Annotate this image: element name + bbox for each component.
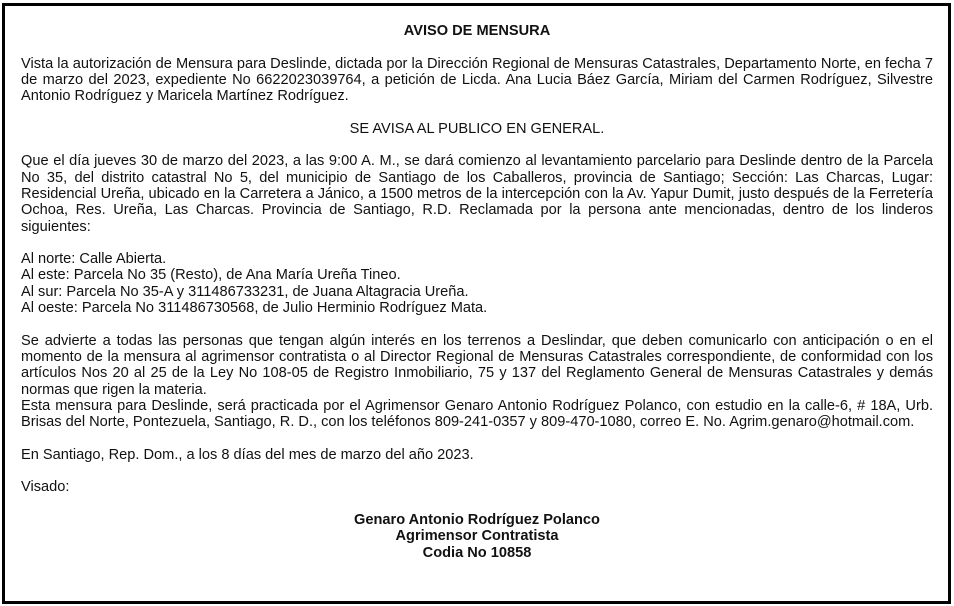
notice-content xyxy=(21,23,933,561)
intro-paragraph: Vista la autorización de Mensura para Deslinde, dictada por la Dirección Regional de Mensuras Catastrales, Departamento Norte, en fecha 7 de marzo del 2023, expediente No 6622023039764, a petición de Licda. Ana Lucia Báez García, Miriam del Carmen Rodríguez, Silvestre Antonio Rodríguez y Maricela Martínez Rodríguez. xyxy=(21,55,933,105)
signature-codia: Codia No 10858 xyxy=(422,544,532,561)
boundary-north: Al norte: Calle Abierta. xyxy=(21,251,167,268)
warning-paragraph: Se advierte a todas las personas que tengan algún interés en los terrenos a Deslindar, que deben comunicarlo con anticipación o en el momento de la mensura al agrimensor contratista o al Director Regional de Mensuras Catastrales correspondiente, de conformidad con los artículos Nos 20 al 25 de la Ley No 108-05 de Registro Inmobiliario, 75 y 137 del Reglamento General de Mensuras Catastrales y demás normas que rigen la materia. xyxy=(21,332,933,398)
body-paragraph: Que el día jueves 30 de marzo del 2023, a las 9:00 A. M., se dará comienzo al levantamiento parcelario para Deslinde dentro de la Parcela No 35, del distrito catastral No 5, del municipio de Santiago de los Caballeros, provincia de Santiago; Sección: Las Charcas, Lugar: Residencial Ureña, ubicado en la Carretera a Jánico, a 1500 metros de la intercepción con la Av. Yapur Dumit, justo después de la Ferretería Ochoa, Res. Ureña, Las Charcas. Provincia de Santiago, R.D. Reclamada por la persona ante mencionadas, dentro de los linderos siguientes: xyxy=(21,153,933,235)
announcement: SE AVISA AL PUBLICO EN GENERAL. xyxy=(349,120,605,137)
surveyor-info-paragraph: Esta mensura para Deslinde, será practicada por el Agrimensor Genaro Antonio Rodríguez Polanco, con estudio en la calle-6, # 18A, Urb. Brisas del Norte, Pontezuela, Santiago, R. D., con los teléfonos 809-241-0357 y 809-470-1080, correo E. No. Agrim.genaro@hotmail.com. xyxy=(21,397,933,431)
boundary-south: Al sur: Parcela No 35-A y 311486733231, de Juana Altagracia Ureña. xyxy=(21,283,469,300)
notice-title: AVISO DE MENSURA xyxy=(403,23,551,39)
boundary-west: Al oeste: Parcela No 311486730568, de Julio Herminio Rodríguez Mata. xyxy=(21,300,488,317)
signature-role: Agrimensor Contratista xyxy=(395,528,559,545)
place-date: En Santiago, Rep. Dom., a los 8 días del mes de marzo del año 2023. xyxy=(21,446,474,463)
notice-frame xyxy=(2,3,951,604)
boundary-east: Al este: Parcela No 35 (Resto), de Ana María Ureña Tineo. xyxy=(21,267,401,284)
signature-name: Genaro Antonio Rodríguez Polanco xyxy=(354,511,600,528)
visado-label: Visado: xyxy=(21,479,70,496)
